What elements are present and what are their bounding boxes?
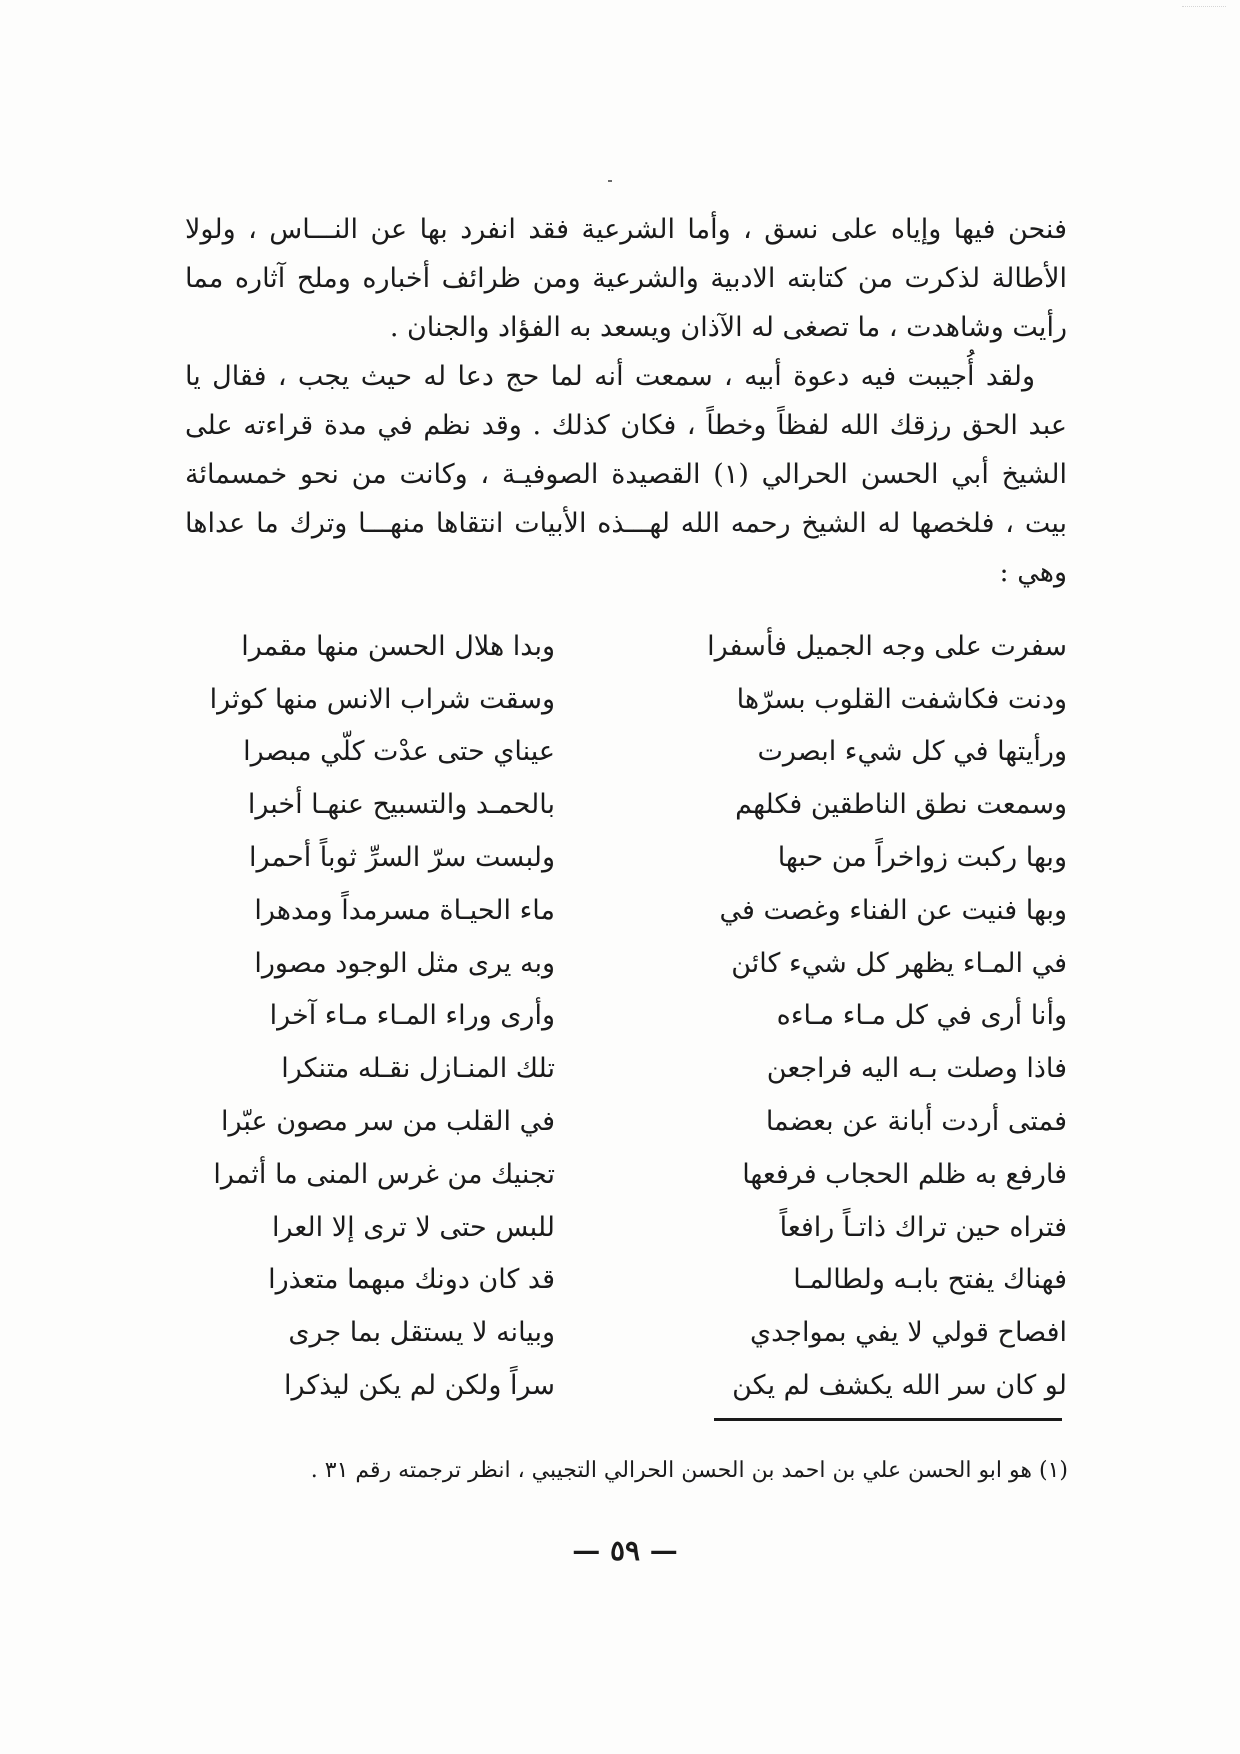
verse <box>185 673 1067 726</box>
verse-first-hemistich: ورأيتها في كل شيء ابصرت <box>757 736 1067 768</box>
verse-first-hemistich: وبها ركبت زواخراً من حبها <box>777 842 1067 874</box>
verse-first-hemistich: فارفع به ظلم الحجاب فرفعها <box>742 1158 1067 1190</box>
verse <box>185 1148 1067 1201</box>
page-number: — ٥٩ — <box>572 1534 678 1567</box>
verse-first-hemistich: وبها فنيت عن الفناء وغصت في <box>719 894 1067 926</box>
verse-second-hemistich: سراً ولكن لم يكن ليذكرا <box>283 1370 555 1402</box>
verse-first-hemistich: ودنت فكاشفت القلوب بسرّها <box>736 683 1067 715</box>
verse-first-hemistich: فتراه حين تراك ذاتـاً رافعاً <box>779 1211 1067 1243</box>
verse-second-hemistich: ولبست سرّ السرِّ ثوباً أحمرا <box>249 842 555 874</box>
verse <box>185 1042 1067 1095</box>
verse-second-hemistich: للبس حتى لا ترى إلا العرا <box>272 1211 555 1243</box>
footnote-separator <box>714 1418 1062 1421</box>
verse-first-hemistich: وسمعت نطق الناطقين فكلهم <box>735 789 1067 821</box>
verse-first-hemistich: فاذا وصلت بـه اليه فراجعن <box>766 1053 1067 1085</box>
verse-first-hemistich: في المـاء يظهر كل شيء كائن <box>731 947 1067 979</box>
verse <box>185 620 1067 673</box>
poem <box>185 620 1067 1412</box>
verse-first-hemistich: لو كان سر الله يكشف لم يكن <box>732 1370 1067 1402</box>
verse <box>185 726 1067 779</box>
verse <box>185 884 1067 937</box>
verse <box>185 1254 1067 1307</box>
verse-first-hemistich: وأنا أرى في كل مـاء مـاءه <box>776 1000 1067 1032</box>
verse-second-hemistich: وبدا هلال الحسن منها مقمرا <box>241 630 555 662</box>
verse <box>185 831 1067 884</box>
verse <box>185 1306 1067 1359</box>
verse-second-hemistich: بالحمـد والتسبيح عنهـا أخبرا <box>247 789 555 821</box>
verse <box>185 937 1067 990</box>
verse-first-hemistich: فهناك يفتح بابـه ولطالمـا <box>793 1264 1067 1296</box>
scan-corner-mark <box>1182 6 1226 17</box>
ink-dot <box>608 180 612 182</box>
verse-second-hemistich: وأرى وراء المـاء مـاء آخرا <box>269 1000 555 1032</box>
verse-first-hemistich: افصاح قولي لا يفي بمواجدي <box>749 1317 1067 1349</box>
verse <box>185 1095 1067 1148</box>
verse <box>185 1359 1067 1412</box>
footnote: (١) هو ابو الحسن علي بن احمد بن الحسن الحرالي التجيبي ، انظر ترجمته رقم ٣١ . <box>310 1458 1068 1483</box>
verse-second-hemistich: تلك المنـازل نقـله متنكرا <box>281 1053 555 1085</box>
verse-second-hemistich: في القلب من سر مصون عبّرا <box>220 1106 555 1138</box>
verse-second-hemistich: وبه يرى مثل الوجود مصورا <box>254 947 555 979</box>
verse-second-hemistich: عيناي حتى عدْت كلّي مبصرا <box>243 736 555 768</box>
verse <box>185 1201 1067 1254</box>
verse-first-hemistich: فمتى أردت أبانة عن بعضما <box>765 1106 1067 1138</box>
verse-second-hemistich: قد كان دونك مبهما متعذرا <box>268 1264 555 1296</box>
verse <box>185 990 1067 1043</box>
paragraph-2: ولقد أُجيبت فيه دعوة أبيه ، سمعت أنه لما حج دعا له حيث يجب ، فقال يا عبد الحق رزقك الله لفظاً وخطاً ، فكان كذلك . وقد نظم في مدة قراءته على الشيخ أبي الحسن الحرالي (١) القصيدة الصوفيـة ، وكانت من نحو خمسمائة بيت ، فلخصها له الشيخ رحمه الله لهـــذه الأبيات انتقاها منهـــا وترك ما عداها وهي : <box>185 361 1067 588</box>
verse-second-hemistich: تجنيك من غرس المنى ما أثمرا <box>213 1158 555 1190</box>
paragraph-1: فنحن فيها وإياه على نسق ، وأما الشرعية فقد انفرد بها عن النـــاس ، ولولا الأطالة لذكرت من كتابته الادبية والشرعية ومن ظرائف أخباره وملح آثاره مما رأيت وشاهدت ، ما تصغى له الآذان ويسعد به الفؤاد والجنان . <box>185 214 1067 343</box>
verse <box>185 778 1067 831</box>
verse-second-hemistich: وبيانه لا يستقل بما جرى <box>288 1317 555 1349</box>
prose-block <box>185 205 1067 597</box>
verse-second-hemistich: وسقت شراب الانس منها كوثرا <box>209 683 555 715</box>
verse-second-hemistich: ماء الحيـاة مسرمداً ومدهرا <box>254 894 555 926</box>
verse-first-hemistich: سفرت على وجه الجميل فأسفرا <box>707 630 1067 662</box>
